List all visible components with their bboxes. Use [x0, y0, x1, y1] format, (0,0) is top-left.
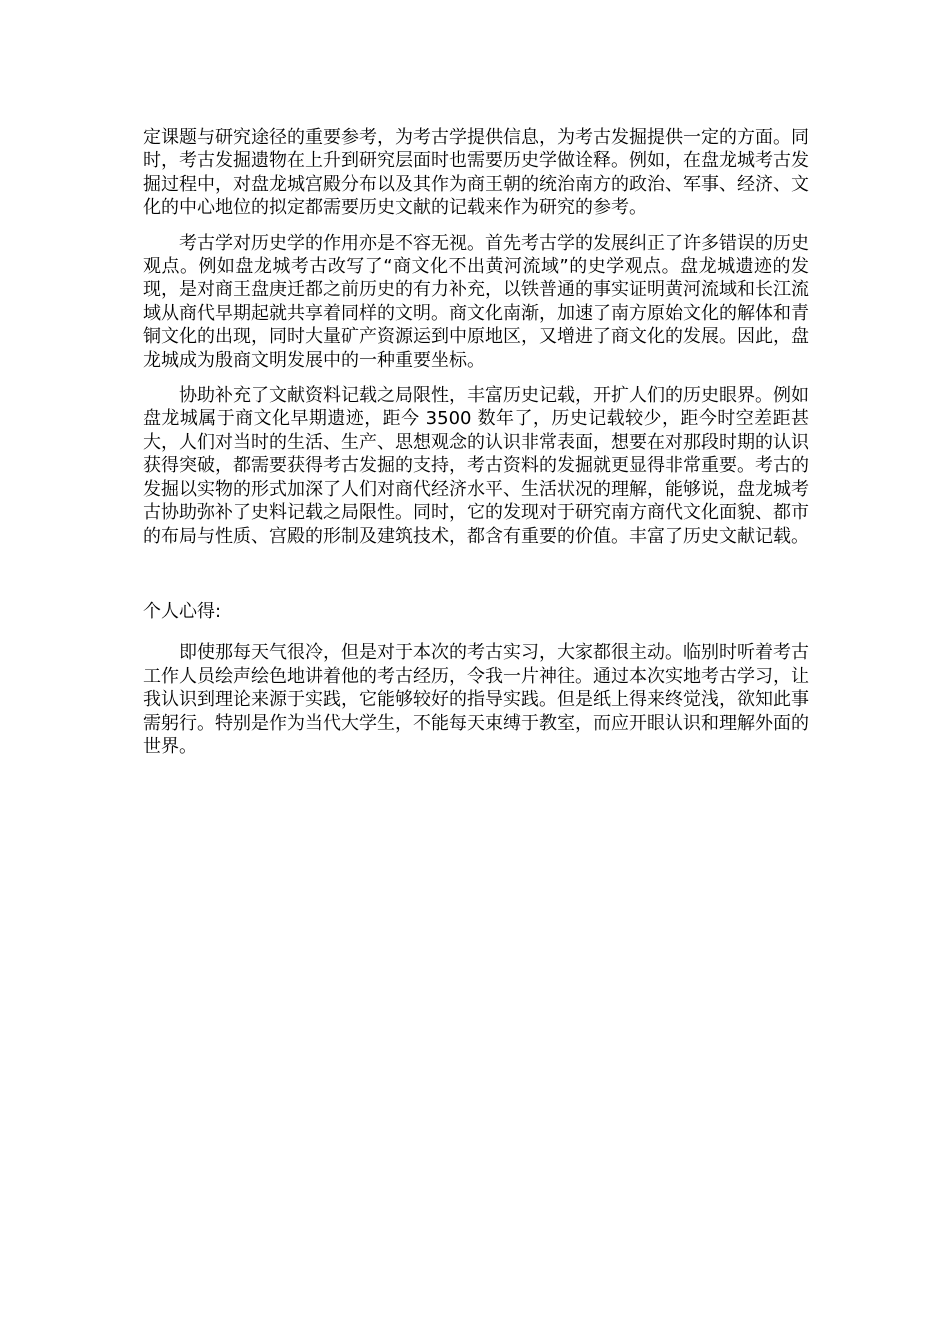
paragraph-supplement-records: 协助补充了文献资料记载之局限性，丰富历史记载，开扩人们的历史眼界。例如盘龙城属于商文化早期遗迹，距今 3500 数年了，历史记载较少，距今时空差距甚大，人们对当时的生活、生产、思想观念的认识非常表面，想要在对那段时期的认识获得突破，都需要获得考古发掘的支持，考古资料的发掘就更显得非常重要。考古的发掘以实物的形式加深了人们对商代经济水平、生活状况的理解，能够说，盘龙城考古协助弥补了史料记载之局限性。同时，它的发现对于研究南方商代文化面貌、都市的布局与性质、宫殿的形制及建筑技术，都含有重要的价值。丰富了历史文献记载。 [143, 385, 809, 547]
paragraph-research-reference: 定课题与研究途径的重要参考，为考古学提供信息，为考古发掘提供一定的方面。同时，考古发掘遗物在上升到研究层面时也需要历史学做诠释。例如，在盘龙城考古发掘过程中，对盘龙城宫殿分布以及其作为商王朝的统治南方的政治、军事、经济、文化的中心地位的拟定都需要历史文献的记载来作为研究的参考。 [143, 127, 809, 219]
document-body [143, 126, 809, 758]
section-heading-personal-reflection: 个人心得: [143, 600, 222, 622]
paragraph-personal-reflection: 即使那每天气很冷，但是对于本次的考古实习，大家都很主动。临别时听着考古工作人员绘声绘色地讲着他的考古经历，令我一片神往。通过本次实地考古学习，让我认识到理论来源于实践，它能够较好的指导实践。但是纸上得来终觉浅，欲知此事需躬行。特别是作为当代大学生，不能每天束缚于教室，而应开眼认识和理解外面的世界。 [143, 642, 809, 757]
paragraph-archaeology-role: 考古学对历史学的作用亦是不容无视。首先考古学的发展纠正了许多错误的历史观点。例如盘龙城考古改写了“商文化不出黄河流域”的史学观点。盘龙城遗迹的发现，是对商王盘庚迁都之前历史的有力补充，以铁普通的事实证明黄河流域和长江流域从商代早期起就共享着同样的文明。商文化南渐，加速了南方原始文化的解体和青铜文化的出现，同时大量矿产资源运到中原地区，又增进了商文化的发展。因此，盘龙城成为殷商文明发展中的一种重要坐标。 [143, 232, 809, 371]
